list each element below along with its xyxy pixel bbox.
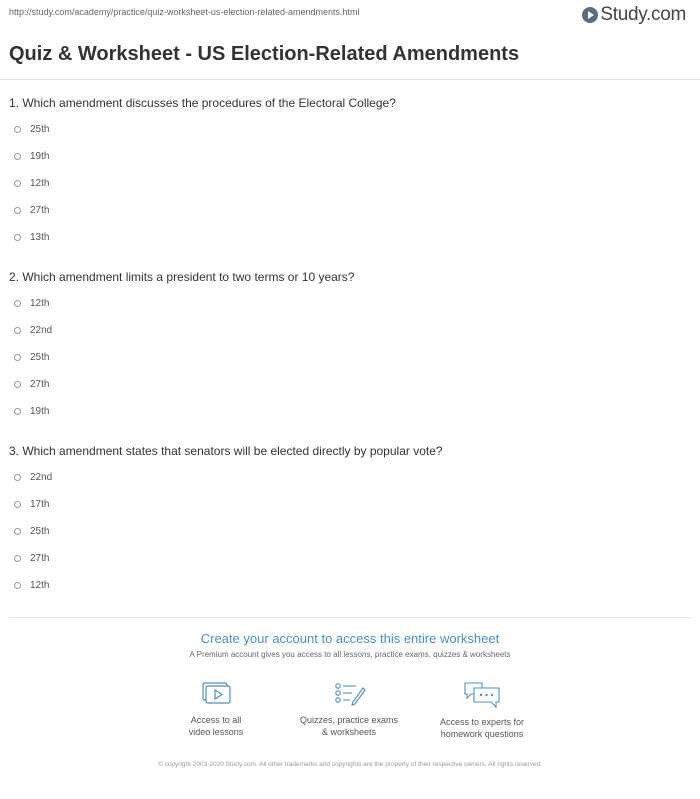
option-label: 27th — [30, 378, 50, 390]
option-label: 25th — [30, 123, 50, 135]
radio-button[interactable] — [14, 354, 21, 361]
q2-option-2[interactable] — [14, 323, 52, 337]
quiz-checklist-icon — [332, 680, 366, 708]
option-label: 13th — [30, 231, 50, 243]
q3-option-1[interactable] — [14, 470, 52, 484]
radio-button[interactable] — [14, 381, 21, 388]
option-label: 22nd — [30, 471, 53, 483]
q2-option-3[interactable] — [14, 350, 49, 364]
q2-option-4[interactable] — [14, 377, 49, 391]
feature-label: Quizzes, practice exams & worksheets — [299, 715, 399, 737]
option-label: 25th — [30, 525, 50, 537]
create-account-link[interactable]: Create your account to access this entire worksheet — [200, 631, 500, 646]
option-label: 17th — [30, 498, 50, 510]
radio-button[interactable] — [14, 528, 21, 535]
logo-text: Study.com — [600, 4, 686, 25]
copyright-notice: © copyright 2003-2020 Study.com. All other trademarks and copyrights are the property of their respective owners. All rights reserved. — [157, 761, 543, 768]
feature-label: Access to all video lessons — [188, 715, 244, 737]
q1-option-3[interactable] — [14, 176, 49, 190]
page-url: http://study.com/academy/practice/quiz-worksheet-us-election-related-amendments.html — [9, 7, 360, 17]
study-logo[interactable] — [582, 4, 686, 26]
page-title: Quiz & Worksheet - US Election-Related Amendments — [9, 43, 520, 65]
play-logo-icon — [582, 7, 598, 23]
q2-option-1[interactable] — [14, 296, 49, 310]
feature-label: Access to experts for homework questions — [439, 717, 525, 739]
option-label: 27th — [30, 204, 50, 216]
feature-quizzes — [289, 680, 409, 738]
question-1: 1. Which amendment discusses the procedures of the Electoral College? — [9, 96, 396, 110]
question-2: 2. Which amendment limits a president to two terms or 10 years? — [9, 270, 355, 284]
radio-button[interactable] — [14, 408, 21, 415]
radio-button[interactable] — [14, 180, 21, 187]
q3-option-3[interactable] — [14, 524, 49, 538]
q3-option-5[interactable] — [14, 578, 49, 592]
cta-divider — [9, 617, 691, 618]
radio-button[interactable] — [14, 234, 21, 241]
radio-button[interactable] — [14, 207, 21, 214]
option-label: 27th — [30, 552, 50, 564]
radio-button[interactable] — [14, 501, 21, 508]
radio-button[interactable] — [14, 300, 21, 307]
q1-option-1[interactable] — [14, 122, 49, 136]
question-3: 3. Which amendment states that senators will be elected directly by popular vote? — [9, 444, 443, 458]
option-label: 19th — [30, 405, 50, 417]
q2-option-5[interactable] — [14, 404, 49, 418]
q3-option-4[interactable] — [14, 551, 49, 565]
title-divider — [0, 79, 700, 80]
feature-video-lessons — [156, 680, 276, 738]
radio-button[interactable] — [14, 474, 21, 481]
radio-button[interactable] — [14, 327, 21, 334]
radio-button[interactable] — [14, 153, 21, 160]
q1-option-5[interactable] — [14, 230, 49, 244]
option-label: 12th — [30, 177, 50, 189]
radio-button[interactable] — [14, 582, 21, 589]
option-label: 12th — [30, 297, 50, 309]
option-label: 25th — [30, 351, 50, 363]
radio-button[interactable] — [14, 126, 21, 133]
video-lessons-icon — [199, 680, 233, 708]
q1-option-4[interactable] — [14, 203, 49, 217]
chat-experts-icon — [462, 680, 502, 710]
premium-description: A Premium account gives you access to all lessons, practice exams, quizzes & worksheets — [189, 650, 511, 659]
option-label: 19th — [30, 150, 50, 162]
q3-option-2[interactable] — [14, 497, 49, 511]
radio-button[interactable] — [14, 555, 21, 562]
q1-option-2[interactable] — [14, 149, 49, 163]
option-label: 12th — [30, 579, 50, 591]
option-label: 22nd — [30, 324, 53, 336]
feature-experts — [422, 680, 542, 740]
